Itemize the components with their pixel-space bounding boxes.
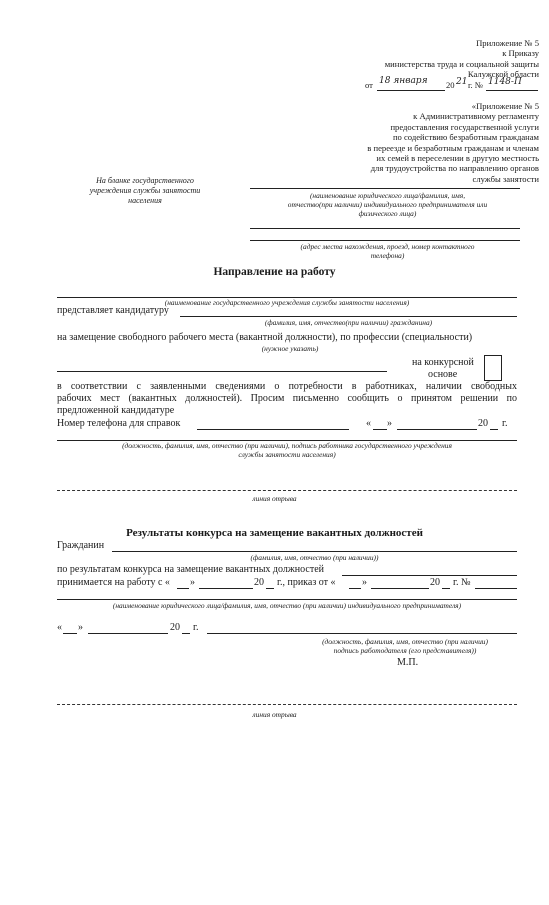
regulation-appendix-line: в переезде и безработным гражданам и членам <box>367 142 539 153</box>
address-hint-line: (адрес места нахождения, проезд, номер контактного <box>300 242 475 251</box>
regulation-appendix-line: службы занятости <box>472 173 539 184</box>
number-prefix: г. № <box>468 80 484 90</box>
number-handwritten: 1148-П <box>488 77 522 87</box>
region-name: Калужской области <box>467 69 539 80</box>
regulation-appendix-number: «Приложение № 5 <box>471 101 539 111</box>
results-employer-hint: (наименование юридического лица/фамилия, имя, отчество (при наличии) индивидуального предпринимателя) <box>112 601 462 610</box>
phone-line <box>57 418 517 432</box>
employer-date-line <box>57 622 517 636</box>
employer-signer-hint <box>290 637 520 655</box>
hired-from-label: принимается на работу с « <box>57 577 170 588</box>
body-line-2: рабочих мест (вакантных должностей). Просим письменно сообщить о принятом решении по <box>57 393 517 404</box>
contest-results-label: по результатам конкурса на замещение вакантных должностей <box>57 564 324 575</box>
vacancy-text: на замещение свободного рабочего места (вакантной должности), по профессии (специальности) <box>57 332 473 343</box>
employer-name-hint <box>250 191 525 218</box>
signer-hint-line: (должность, фамилия, имя, отчество (при наличии), подпись работника государственного учреждения <box>122 441 452 450</box>
order-label: г., приказ от « <box>277 577 336 588</box>
candidate-name-hint: (фамилия, имя, отчество(при наличии) гражданина) <box>264 318 433 327</box>
employment-center-hint: (наименование государственного учреждения службы занятости населения) <box>164 298 410 307</box>
regulation-appendix-line: для трудоустройства по направлению органов <box>370 163 539 174</box>
letterhead-note-line: На бланке государственного <box>96 176 194 185</box>
results-title: Результаты конкурса на замещение вакантных должностей <box>126 527 423 539</box>
year-prefix: 20 <box>446 80 455 90</box>
contest-label-2: основе <box>428 369 458 380</box>
employer-date-close: » <box>78 622 83 633</box>
order-appendix-header <box>319 38 539 80</box>
regulation-appendix-line: предоставления государственной услуги <box>390 121 539 132</box>
stamp-label: М.П. <box>397 657 419 668</box>
signer-hint-line: службы занятости населения) <box>238 450 336 459</box>
order-date-line <box>365 76 540 94</box>
employer-signer-hint-line: подпись работодателя (его представителя)) <box>333 646 477 655</box>
letterhead-note-line: населения <box>128 196 162 205</box>
order-appendix-number: Приложение № 5 <box>476 38 539 48</box>
citizen-label: Гражданин <box>57 540 105 551</box>
contest-checkbox[interactable] <box>484 355 502 381</box>
employer-hint-line: физического лица) <box>358 209 417 218</box>
order-appendix-ref: к Приказу <box>502 48 539 59</box>
order-date-close: » <box>362 577 367 588</box>
body-line-1: в соответствии с заявленными сведениями о потребности в работниках, наличии свободных <box>57 381 517 392</box>
tear-line <box>57 704 517 705</box>
tear-line-label: линия отрыва <box>252 494 297 503</box>
year-handwritten: 21 <box>456 77 468 87</box>
contest-label: на конкурсной <box>412 357 474 368</box>
tear-line-label: линия отрыва <box>252 710 297 719</box>
citizen-name-hint: (фамилия, имя, отчество (при наличии)) <box>250 553 379 562</box>
order-number-label: г. № <box>453 577 471 588</box>
hired-line <box>57 577 517 591</box>
letterhead-note <box>70 176 220 206</box>
employer-address-hint <box>250 242 525 260</box>
address-hint-line: телефона) <box>370 251 405 260</box>
tear-line <box>57 490 517 491</box>
employer-hint-line: отчество(при наличии) индивидуального предпринимателя или <box>287 200 488 209</box>
letterhead-note-line: учреждения службы занятости <box>89 186 201 195</box>
signer-hint <box>57 441 517 459</box>
body-line-3: предложенной кандидатуре <box>57 405 175 416</box>
employer-hint-line: (наименование юридического лица/фамилия, имя, <box>309 191 466 200</box>
document-title: Направление на работу <box>213 266 336 278</box>
hired-date-close: » <box>190 577 195 588</box>
date-quote-close: » <box>387 418 392 429</box>
order-year-prefix: 20 <box>430 577 440 588</box>
employer-year-prefix: 20 <box>170 622 180 633</box>
candidate-label: представляет кандидатуру <box>57 305 169 316</box>
ministry-name: министерства труда и социальной защиты <box>384 58 539 69</box>
employer-date-open: « <box>57 622 62 633</box>
date-prefix: от <box>365 80 373 90</box>
hired-year-prefix: 20 <box>254 577 264 588</box>
employer-signer-hint-line: (должность, фамилия, имя, отчество (при наличии) <box>322 637 488 646</box>
regulation-appendix-line: по содействию безработным гражданам <box>392 132 539 143</box>
year-suffix: г. <box>502 418 508 429</box>
date-handwritten: 18 января <box>379 76 428 86</box>
date-quote-open: « <box>366 418 371 429</box>
specify-hint: (нужное указать) <box>261 344 319 353</box>
regulation-appendix-header <box>259 101 539 184</box>
year-prefix: 20 <box>478 418 488 429</box>
regulation-appendix-line: их семей в переселении в другую местность <box>376 153 539 164</box>
phone-label: Номер телефона для справок <box>57 418 181 429</box>
regulation-appendix-line: к Административному регламенту <box>413 111 539 122</box>
employer-year-suffix: г. <box>193 622 199 633</box>
